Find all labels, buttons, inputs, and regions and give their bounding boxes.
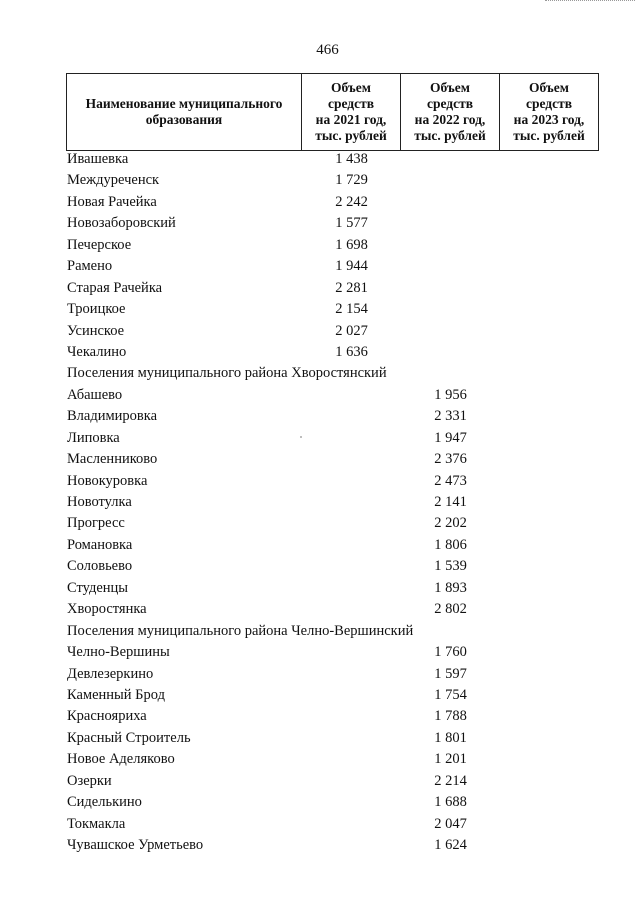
row-name: Ивашевка bbox=[67, 151, 129, 167]
table-row bbox=[0, 728, 635, 749]
row-name: Поселения муниципального района Челно-Вершинский bbox=[67, 622, 414, 639]
table-row bbox=[0, 213, 635, 234]
row-value-2021: 1 944 bbox=[335, 258, 368, 275]
page-number: 466 bbox=[316, 42, 339, 58]
row-value-2021: 2 154 bbox=[335, 301, 368, 318]
row-name: Новая Рачейка bbox=[67, 193, 157, 210]
table-row bbox=[0, 749, 635, 770]
table-row bbox=[0, 556, 635, 577]
table-row bbox=[0, 471, 635, 492]
table-row bbox=[0, 706, 635, 727]
row-name: Новое Аделяково bbox=[67, 751, 175, 768]
table-row bbox=[0, 449, 635, 470]
row-value-2022: 2 141 bbox=[434, 494, 467, 510]
scan-edge-mark bbox=[545, 0, 635, 7]
row-name: Красный Строитель bbox=[67, 729, 191, 746]
row-name: Каменный Брод bbox=[67, 686, 165, 703]
row-value-2022: 2 047 bbox=[434, 815, 467, 832]
row-value-2021: 2 281 bbox=[335, 279, 368, 296]
table-header bbox=[66, 73, 599, 151]
table-row bbox=[0, 685, 635, 706]
row-name: Чувашское Урметьево bbox=[67, 837, 204, 853]
table-row bbox=[0, 149, 635, 170]
row-value-2022: 1 201 bbox=[434, 751, 467, 768]
table-row bbox=[0, 406, 635, 427]
row-name: Чекалино bbox=[67, 343, 127, 360]
row-name: Девлезеркино bbox=[67, 665, 154, 682]
row-name: Абашево bbox=[67, 386, 123, 403]
table-row bbox=[0, 321, 635, 342]
header-2023-line-1: Объем bbox=[529, 80, 569, 95]
header-2022-line-3: на 2022 год, bbox=[414, 112, 486, 127]
row-name: Поселения муниципального района Хворостянский bbox=[67, 365, 387, 382]
row-name: Соловьево bbox=[67, 558, 133, 575]
table-row bbox=[0, 170, 635, 191]
table-row bbox=[0, 299, 635, 320]
row-name: Новозаборовский bbox=[67, 215, 176, 232]
row-value-2022: 1 624 bbox=[434, 837, 467, 853]
row-value-2021: 1 438 bbox=[335, 151, 368, 167]
row-value-2022: 1 806 bbox=[434, 536, 467, 553]
row-value-2022: 1 597 bbox=[434, 665, 467, 682]
header-2023-line-4: тыс. рублей bbox=[513, 128, 585, 143]
header-2023 bbox=[500, 74, 599, 151]
row-name: Челно-Вершины bbox=[67, 644, 170, 661]
header-2021-line-2: средств bbox=[327, 96, 375, 111]
table-body bbox=[0, 149, 635, 856]
table-row bbox=[0, 235, 635, 256]
row-name: Липовка bbox=[67, 429, 120, 446]
table-row bbox=[0, 535, 635, 556]
row-value-2021: 1 636 bbox=[335, 343, 368, 360]
table-row bbox=[0, 621, 635, 642]
row-name: Прогресс bbox=[67, 515, 125, 532]
row-name: Новокуровка bbox=[67, 472, 148, 489]
header-municipality bbox=[67, 74, 302, 151]
header-2022-line-4: тыс. рублей bbox=[414, 128, 486, 143]
header-2022 bbox=[401, 74, 500, 151]
row-name: Рамено bbox=[67, 258, 113, 275]
row-name: Озерки bbox=[67, 772, 112, 789]
header-2023-line-2: средств bbox=[525, 96, 573, 111]
table-row bbox=[0, 428, 635, 449]
row-value-2022: 1 788 bbox=[434, 708, 467, 725]
row-value-2022: 2 376 bbox=[434, 451, 467, 468]
row-value-2021: 1 698 bbox=[335, 236, 368, 253]
header-2021 bbox=[302, 74, 401, 151]
row-value-2022: 2 202 bbox=[434, 515, 467, 532]
table-row bbox=[0, 814, 635, 835]
table-row bbox=[0, 342, 635, 363]
row-name: Сиделькино bbox=[67, 794, 142, 811]
row-name: Хворостянка bbox=[67, 601, 147, 618]
table-row bbox=[0, 835, 635, 856]
header-2022-line-1: Объем bbox=[430, 80, 470, 95]
row-value-2021: 1 577 bbox=[335, 215, 368, 232]
table-row bbox=[0, 792, 635, 813]
row-value-2022: 2 473 bbox=[434, 472, 467, 489]
row-value-2021: 2 027 bbox=[335, 322, 368, 339]
row-name: Масленниково bbox=[67, 451, 158, 468]
row-value-2022: 1 539 bbox=[434, 558, 467, 575]
row-name: Романовка bbox=[67, 536, 133, 553]
table-row bbox=[0, 599, 635, 620]
row-value-2021: 1 729 bbox=[335, 172, 368, 189]
row-value-2022: 1 688 bbox=[434, 794, 467, 811]
table-row bbox=[0, 256, 635, 277]
row-name: Троицкое bbox=[67, 301, 126, 318]
table-row bbox=[0, 664, 635, 685]
table-row bbox=[0, 492, 635, 513]
table-row bbox=[0, 385, 635, 406]
row-name: Печерское bbox=[67, 236, 132, 253]
row-value-2022: 1 801 bbox=[434, 729, 467, 746]
row-value-2022: 2 802 bbox=[434, 601, 467, 618]
row-name: Краснояриха bbox=[67, 708, 147, 725]
header-2021-line-4: тыс. рублей bbox=[315, 128, 387, 143]
row-value-2022: 2 214 bbox=[434, 772, 467, 789]
row-name: Старая Рачейка bbox=[67, 279, 163, 296]
scan-speck bbox=[300, 436, 302, 438]
table-row bbox=[0, 771, 635, 792]
row-value-2022: 1 956 bbox=[434, 386, 467, 403]
row-value-2022: 1 760 bbox=[434, 644, 467, 661]
table-row bbox=[0, 513, 635, 534]
row-name: Междуреченск bbox=[67, 172, 160, 189]
row-name: Новотулка bbox=[67, 494, 132, 510]
row-value-2022: 2 331 bbox=[434, 408, 467, 425]
row-name: Владимировка bbox=[67, 408, 158, 425]
row-value-2022: 1 947 bbox=[434, 429, 467, 446]
table-row bbox=[0, 192, 635, 213]
table-row bbox=[0, 278, 635, 299]
row-value-2022: 1 893 bbox=[434, 579, 467, 596]
table-row bbox=[0, 578, 635, 599]
row-name: Усинское bbox=[67, 322, 125, 339]
header-2021-line-3: на 2021 год, bbox=[315, 112, 387, 127]
row-value-2022: 1 754 bbox=[434, 686, 467, 703]
row-name: Токмакла bbox=[67, 815, 126, 832]
row-value-2021: 2 242 bbox=[335, 193, 368, 210]
table-row bbox=[0, 363, 635, 384]
header-2022-line-2: средств bbox=[426, 96, 474, 111]
table-row bbox=[0, 642, 635, 663]
header-2023-line-3: на 2023 год, bbox=[513, 112, 585, 127]
header-municipality-label: Наименование муниципального образования bbox=[85, 96, 283, 127]
row-name: Студенцы bbox=[67, 579, 129, 596]
header-2021-line-1: Объем bbox=[331, 80, 371, 95]
